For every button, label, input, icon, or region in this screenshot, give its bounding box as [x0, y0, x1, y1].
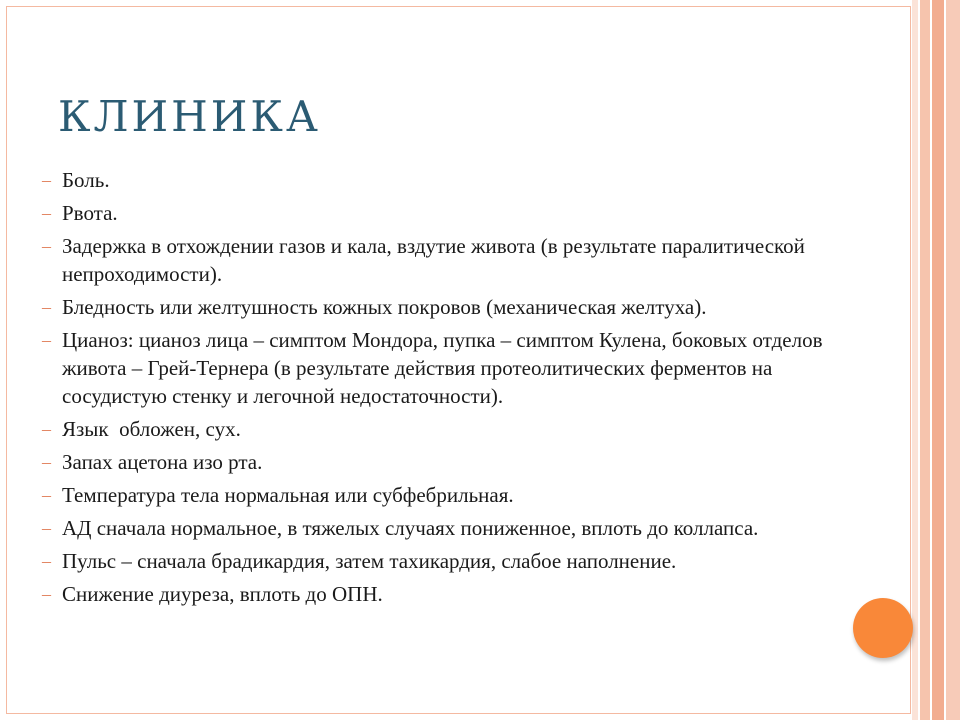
bullet-text: Бледность или желтушность кожных покровов (механическая желтуха). — [62, 295, 707, 319]
bullet-text: Снижение диуреза, вплоть до ОПН. — [62, 582, 383, 606]
bullet-item — [42, 448, 862, 476]
bullet-dash-icon: – — [42, 584, 51, 604]
bullet-dash-icon: – — [42, 330, 51, 350]
bullet-text: Боль. — [62, 168, 110, 192]
bullet-list — [42, 166, 862, 613]
bullet-dash-icon: – — [42, 452, 51, 472]
bullet-item — [42, 166, 862, 194]
bullet-dash-icon: – — [42, 518, 51, 538]
bullet-item — [42, 415, 862, 443]
bullet-item — [42, 514, 862, 542]
bullet-dash-icon: – — [42, 551, 51, 571]
bullet-text: Язык обложен, сух. — [62, 417, 241, 441]
bullet-dash-icon: – — [42, 203, 51, 223]
bullet-text: Пульс – сначала брадикардия, затем тахикардия, слабое наполнение. — [62, 549, 677, 573]
bullet-text: Задержка в отхождении газов и кала, вздутие живота (в результате паралитической непроходимости). — [62, 234, 805, 286]
stripe-soft — [946, 0, 960, 720]
bullet-item — [42, 580, 862, 608]
bullet-item — [42, 481, 862, 509]
slide-title: КЛИНИКА — [58, 92, 321, 141]
bullet-text: Цианоз: цианоз лица – симптом Мондора, пупка – симптом Кулена, боковых отделов живота – Грей-Тернера (в результате действия протеолитических ферментов на сосудистую стенку и легочной недостаточности). — [62, 328, 823, 408]
bullet-item — [42, 232, 862, 288]
bullet-item — [42, 199, 862, 227]
bullet-text: АД сначала нормальное, в тяжелых случаях пониженное, вплоть до коллапса. — [62, 516, 759, 540]
bullet-text: Рвота. — [62, 201, 118, 225]
bullet-text: Запах ацетона изо рта. — [62, 450, 263, 474]
bullet-dash-icon: – — [42, 170, 51, 190]
bullet-dash-icon: – — [42, 419, 51, 439]
bullet-dash-icon: – — [42, 485, 51, 505]
stripe-medium — [920, 0, 930, 720]
stripe-dark — [932, 0, 944, 720]
bullet-text: Температура тела нормальная или субфебрильная. — [62, 483, 514, 507]
bullet-item — [42, 547, 862, 575]
bullet-item — [42, 326, 862, 410]
bullet-dash-icon: – — [42, 297, 51, 317]
stripe-light — [912, 0, 918, 720]
orange-circle-decoration — [853, 598, 913, 658]
bullet-item — [42, 293, 862, 321]
decorative-stripes — [912, 0, 960, 720]
bullet-dash-icon: – — [42, 236, 51, 256]
